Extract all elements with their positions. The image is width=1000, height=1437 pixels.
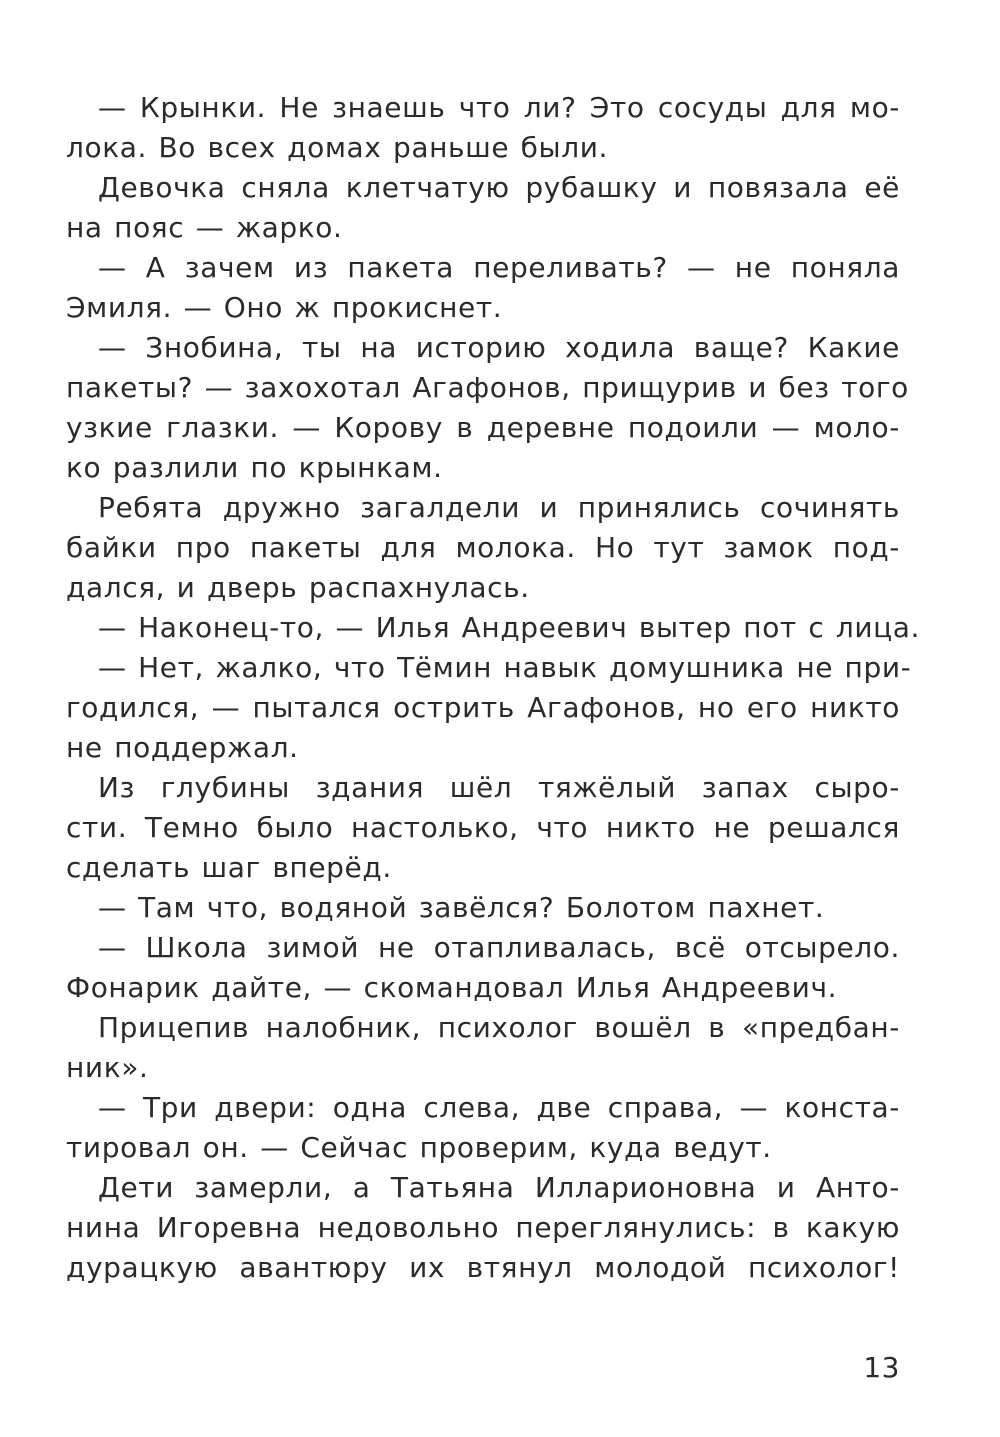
text-line: узкие глазки. — Корову в деревне подоили — моло-	[66, 411, 900, 444]
text-line: Эмиля. — Оно ж прокиснет.	[66, 291, 503, 324]
text-line: сделать шаг вперёд.	[66, 851, 392, 884]
text-line: лока. Во всех домах раньше были.	[66, 131, 609, 164]
text-line: Ребята дружно загалдели и принялись сочинять	[98, 491, 900, 524]
text-line: Девочка сняла клетчатую рубашку и повязала её	[98, 171, 900, 204]
text-line: на пояс — жарко.	[66, 211, 343, 244]
text-line: — Три двери: одна слева, две справа, — конста-	[98, 1091, 900, 1124]
text-line: дурацкую авантюру их втянул молодой психолог!	[66, 1251, 900, 1284]
text-line: Фонарик дайте, — скомандовал Илья Андреевич.	[66, 971, 838, 1004]
text-line: пакеты? — захохотал Агафонов, прищурив и без того	[66, 371, 909, 404]
text-line: — Наконец-то, — Илья Андреевич вытер пот с лица.	[98, 611, 921, 644]
text-line: годился, — пытался острить Агафонов, но его никто	[66, 691, 900, 724]
text-line: — Школа зимой не отапливалась, всё отсырело.	[98, 931, 900, 964]
text-line: Прицепив налобник, психолог вошёл в «предбан-	[98, 1011, 900, 1044]
text-line: сти. Темно было настолько, что никто не решался	[66, 811, 900, 844]
text-line: дался, и дверь распахнулась.	[66, 571, 530, 604]
page-number: 13	[863, 1351, 900, 1384]
text-line: — Знобина, ты на историю ходила ваще? Какие	[98, 331, 900, 364]
text-line: байки про пакеты для молока. Но тут замок под-	[66, 531, 900, 564]
text-line: Дети замерли, а Татьяна Илларионовна и Анто-	[98, 1171, 900, 1204]
text-line: нина Игоревна недовольно переглянулись: в какую	[66, 1211, 900, 1244]
text-line: ко разлили по крынкам.	[66, 451, 443, 484]
text-line: — Там что, водяной завёлся? Болотом пахнет.	[98, 891, 825, 924]
text-line: ник».	[66, 1051, 149, 1084]
text-line: Из глубины здания шёл тяжёлый запах сыро-	[98, 771, 900, 804]
body-text	[66, 88, 921, 1288]
text-line: — А зачем из пакета переливать? — не поняла	[98, 251, 900, 284]
text-line: не поддержал.	[66, 731, 299, 764]
text-line: — Крынки. Не знаешь что ли? Это сосуды для мо-	[98, 91, 900, 124]
text-line: — Нет, жалко, что Тёмин навык домушника не при-	[98, 651, 912, 684]
text-line: тировал он. — Сейчас проверим, куда ведут.	[66, 1131, 772, 1164]
